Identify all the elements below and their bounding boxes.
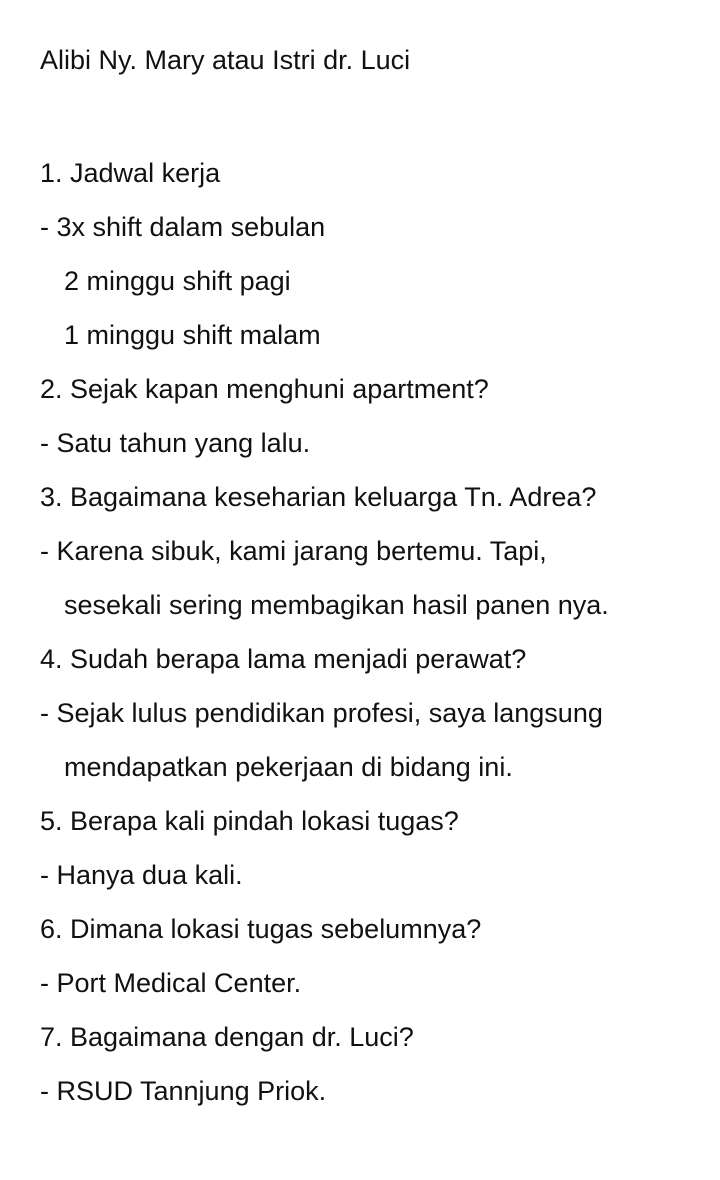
note-line-answer-4-continued: mendapatkan pekerjaan di bidang ini. [64,752,513,782]
note-line-question-5: 5. Berapa kali pindah lokasi tugas? [40,806,459,836]
note-line-answer-4: - Sejak lulus pendidikan profesi, saya langsung [40,698,603,728]
note-line-answer-5: - Hanya dua kali. [40,860,243,890]
note-line-answer-3-continued: sesekali sering membagikan hasil panen nya. [64,590,609,620]
note-line-question-4: 4. Sudah berapa lama menjadi perawat? [40,644,527,674]
note-line-answer-1: - 3x shift dalam sebulan [40,212,326,242]
note-line-answer-6: - Port Medical Center. [40,968,302,998]
note-line-answer-2: - Satu tahun yang lalu. [40,428,311,458]
note-line-answer-1-detail: 1 minggu shift malam [64,320,321,350]
note-body [40,38,700,1118]
note-title: Alibi Ny. Mary atau Istri dr. Luci [40,45,411,75]
note-line-answer-1-detail: 2 minggu shift pagi [64,266,291,296]
note-line-question-7: 7. Bagaimana dengan dr. Luci? [40,1022,414,1052]
note-line-question-1: 1. Jadwal kerja [40,158,221,188]
note-line-answer-3: - Karena sibuk, kami jarang bertemu. Tapi, [40,536,547,566]
note-line-question-2: 2. Sejak kapan menghuni apartment? [40,374,489,404]
note-line-question-3: 3. Bagaimana keseharian keluarga Tn. Adrea? [40,482,597,512]
note-line-answer-7: - RSUD Tannjung Priok. [40,1076,327,1106]
note-line-question-6: 6. Dimana lokasi tugas sebelumnya? [40,914,482,944]
